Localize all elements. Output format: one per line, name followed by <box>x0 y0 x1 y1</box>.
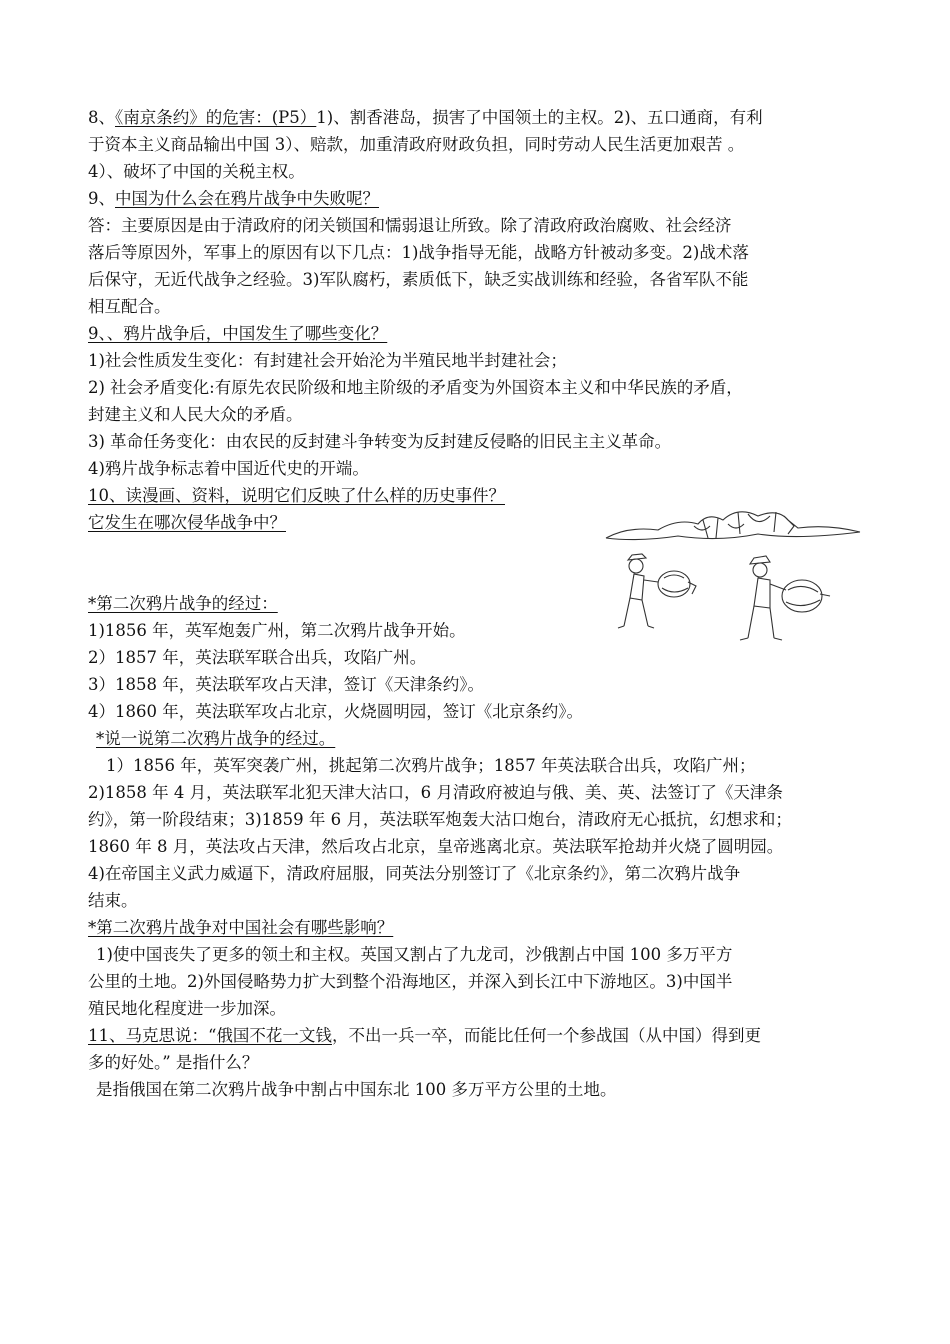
text-span: 1)使中国丧失了更多的领土和主权。英国又割占了九龙司，沙俄割占中国 100 多万平方 <box>96 945 733 964</box>
text-line <box>88 266 863 293</box>
text-line <box>88 239 863 266</box>
text-line <box>88 995 863 1022</box>
text-line <box>88 401 863 428</box>
text-span: 9、 <box>88 189 115 208</box>
text-span: 结束。 <box>88 891 138 910</box>
text-span: 多的好处。” 是指什么？ <box>88 1053 259 1072</box>
underlined-heading: *第二次鸦片战争对中国社会有哪些影响？ <box>88 918 394 937</box>
text-span: 答：主要原因是由于清政府的闭关锁国和懦弱退让所致。除了清政府政治腐败、社会经济 <box>88 216 732 235</box>
text-span: 封建主义和人民大众的矛盾。 <box>88 405 303 424</box>
text-span: 是指俄国在第二次鸦片战争中割占中国东北 100 多万平方公里的土地。 <box>96 1080 617 1099</box>
text-span: 2)1858 年 4 月，英法联军北犯天津大沽口，6 月清政府被迫与俄、美、英、法签订了《天津条 <box>88 783 783 802</box>
text-line <box>88 698 863 725</box>
text-line <box>88 671 863 698</box>
underlined-heading: 9、、鸦片战争后，中国发生了哪些变化？ <box>88 324 388 343</box>
text-line <box>88 1022 863 1049</box>
text-line <box>88 158 863 185</box>
text-line <box>88 941 863 968</box>
underlined-heading: 10、读漫画、资料，说明它们反映了什么样的历史事件？ <box>88 486 505 505</box>
text-line <box>88 455 863 482</box>
text-span: 约》，第一阶段结束；3)1859 年 6 月，英法联军炮轰大沽口炮台，清政府无心抵抗，幻想求和； <box>88 810 792 829</box>
text-span: 1860 年 8 月，英法攻占天津，然后攻占北京，皇帝逃离北京。英法联军抢劫并火烧了圆明园。 <box>88 837 784 856</box>
text-line <box>88 860 863 887</box>
text-span: 4）1860 年，英法联军攻占北京，火烧圆明园，签订《北京条约》。 <box>88 702 583 721</box>
text-span: ，不出一兵一卒，而能比任何一个参战国（从中国）得到更 <box>331 1026 761 1045</box>
text-span: 公里的土地。2)外国侵略势力扩大到整个沿海地区，并深入到长江中下游地区。3)中国半 <box>88 972 733 991</box>
underlined-heading: *说一说第二次鸦片战争的经过。 <box>96 729 336 748</box>
text-span: 1)、割香港岛，损害了中国领土的主权。2)、五口通商，有利 <box>316 108 763 127</box>
text-line <box>88 1076 863 1103</box>
text-span: 1)社会性质发生变化：有封建社会开始沦为半殖民地半封建社会； <box>88 351 567 370</box>
text-span: 于资本主义商品输出中国 3）、赔款，加重清政府财政负担，同时劳动人民生活更加艰苦 。 <box>88 135 745 154</box>
text-span: 相互配合。 <box>88 297 171 316</box>
text-span: 4）、破坏了中国的关税主权。 <box>88 162 305 181</box>
text-span: 3) 革命任务变化：由农民的反封建斗争转变为反封建反侵略的旧民主主义革命。 <box>88 432 672 451</box>
text-span: 2）1857 年，英法联军联合出兵，攻陷广州。 <box>88 648 427 667</box>
text-line <box>88 1049 863 1076</box>
text-line <box>88 131 863 158</box>
text-line <box>88 185 863 212</box>
text-line <box>88 806 863 833</box>
text-line <box>88 833 863 860</box>
underlined-heading: 11、马克思说：“俄国不花一文钱 <box>88 1026 332 1045</box>
text-line <box>88 320 863 347</box>
text-line <box>88 779 863 806</box>
text-line <box>88 104 863 131</box>
text-span: 落后等原因外，军事上的原因有以下几点：1)战争指导无能，战略方针被动多变。2)战术落 <box>88 243 749 262</box>
underlined-heading: 它发生在哪次侵华战争中？ <box>88 513 286 532</box>
text-span: 1）1856 年，英军突袭广州，挑起第二次鸦片战争；1857 年英法联合出兵，攻陷广州； <box>106 756 756 775</box>
cartoon-illustration <box>598 498 866 656</box>
text-line <box>88 914 863 941</box>
text-line <box>88 374 863 401</box>
text-span: 3）1858 年，英法联军攻占天津，签订《天津条约》。 <box>88 675 484 694</box>
text-line <box>88 347 863 374</box>
underlined-heading: *第二次鸦片战争的经过： <box>88 594 278 613</box>
text-line <box>88 725 863 752</box>
text-line <box>88 752 863 779</box>
text-line <box>88 428 863 455</box>
text-line <box>88 293 863 320</box>
text-line <box>88 887 863 914</box>
text-span: 1)1856 年，英军炮轰广州，第二次鸦片战争开始。 <box>88 621 466 640</box>
text-span: 4)鸦片战争标志着中国近代史的开端。 <box>88 459 369 478</box>
underlined-heading: 中国为什么会在鸦片战争中失败呢？ <box>115 189 379 208</box>
text-span: 殖民地化程度进一步加深。 <box>88 999 286 1018</box>
text-line <box>88 968 863 995</box>
text-span: 2) 社会矛盾变化:有原先农民阶级和地主阶级的矛盾变为外国资本主义和中华民族的矛盾， <box>88 378 743 397</box>
underlined-heading: 《南京条约》的危害：(P5） <box>115 108 317 127</box>
text-line <box>88 212 863 239</box>
text-span: 4)在帝国主义武力威逼下，清政府屈服，同英法分别签订了《北京条约》，第二次鸦片战争 <box>88 864 741 883</box>
text-span: 8、 <box>88 108 115 127</box>
text-span: 后保守，无近代战争之经验。3)军队腐朽，素质低下，缺乏实战训练和经验，各省军队不能 <box>88 270 749 289</box>
